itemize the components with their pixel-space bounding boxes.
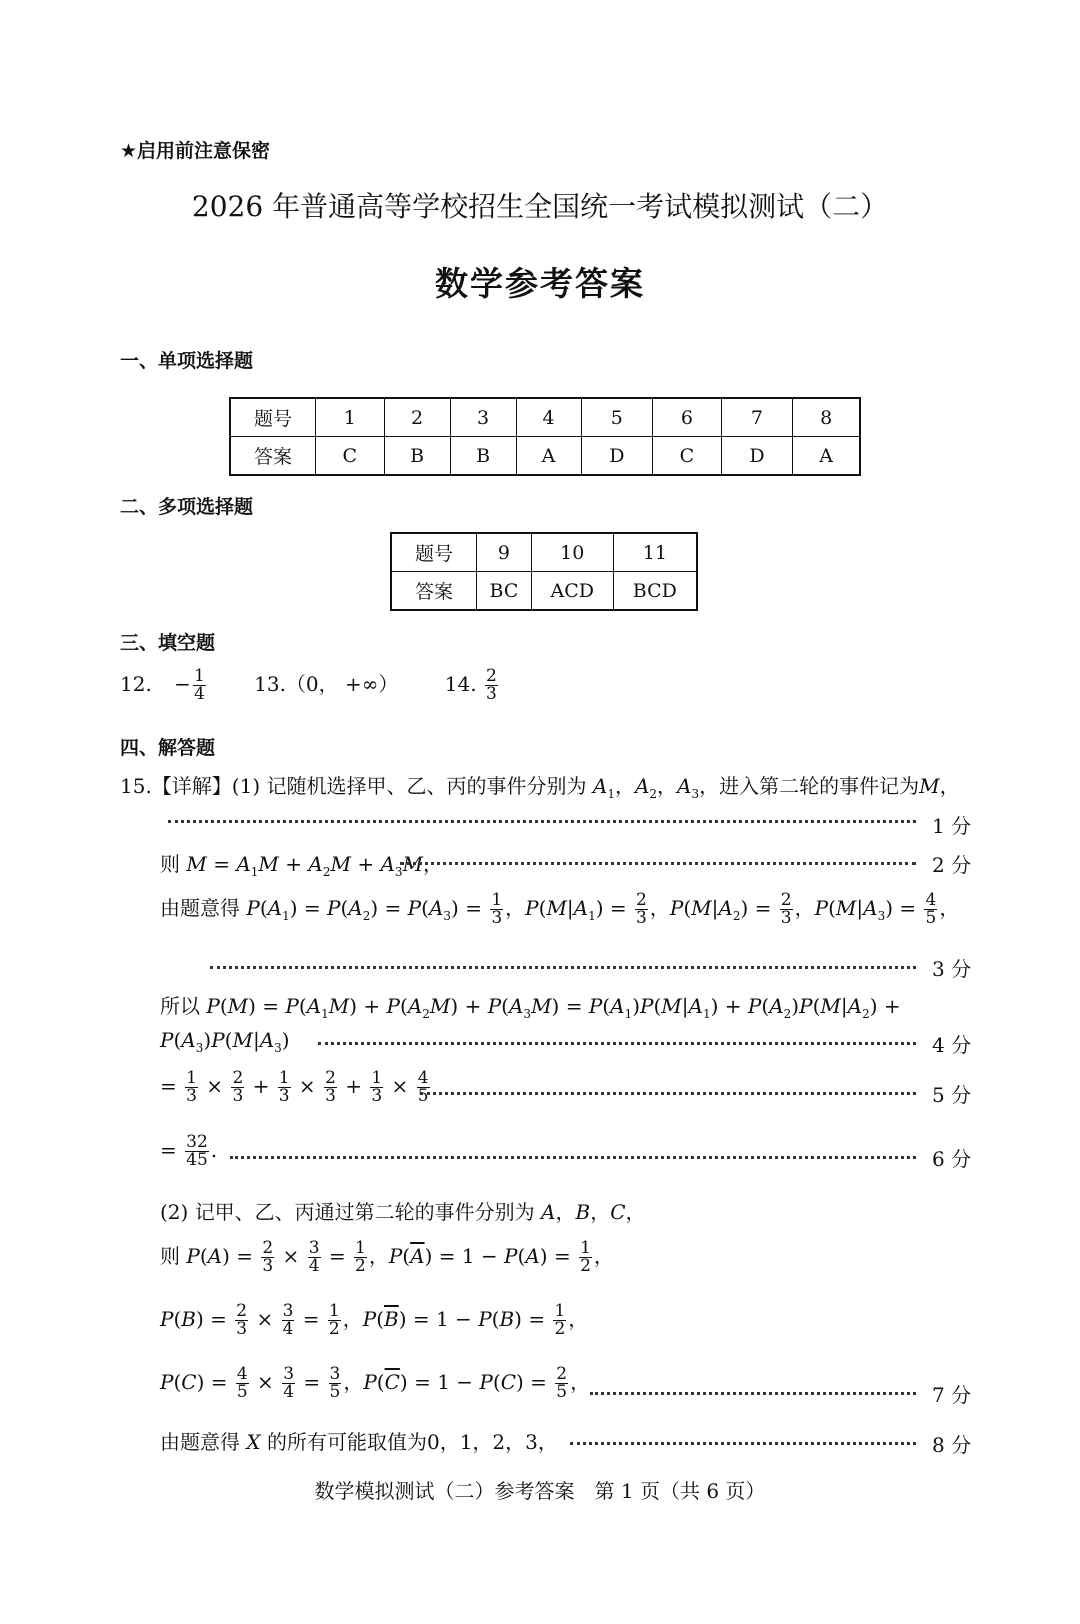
fill-answers xyxy=(120,668,500,703)
score-label: 8 分 xyxy=(932,1433,972,1457)
q15-line: $P(A_3)P(M|A_3)$ xyxy=(160,1028,290,1055)
table-cell: 题号 xyxy=(391,533,477,572)
table-row xyxy=(230,437,860,476)
table-cell: C xyxy=(316,437,385,476)
table-cell: 答案 xyxy=(230,437,316,476)
table-cell: 6 xyxy=(653,398,722,437)
q15-line: 由题意得 $P(A_1) = P(A_2) = P(A_3)$ = $\frac{1}{3}$ ，$P(M|A_1)$ = $\frac{2}{3}$ ，$P(M|A_2)$ = $\frac{2}{3}$ ，$P(M|A_3)$ = $\frac{4}{5}$ ， xyxy=(160,890,960,928)
q15-intro: 15.【详解】(1) 记随机选择甲、乙、丙的事件分别为 $A_1$，$A_2$，$A_3$，进入第二轮的事件记为M， xyxy=(120,774,960,801)
table-cell: B xyxy=(450,437,516,476)
table-cell: 5 xyxy=(581,398,653,437)
table-cell: C xyxy=(653,437,722,476)
table-cell: A xyxy=(793,437,860,476)
table-cell: BC xyxy=(477,572,532,611)
table-cell: D xyxy=(581,437,653,476)
q13-answer: 13.（0， +∞） xyxy=(254,672,399,696)
score-label: 6 分 xyxy=(932,1147,972,1171)
section-solutions: 四、解答题 xyxy=(120,737,216,759)
table-row xyxy=(391,572,697,611)
q15-part2: (2) 记甲、乙、丙通过第二轮的事件分别为 A，B，C， xyxy=(160,1200,646,1224)
single-choice-table xyxy=(229,397,861,476)
score-label: 2 分 xyxy=(932,853,972,877)
table-cell: ACD xyxy=(531,572,613,611)
table-cell: 10 xyxy=(531,533,613,572)
table-cell: 9 xyxy=(477,533,532,572)
table-cell: 8 xyxy=(793,398,860,437)
score-label: 4 分 xyxy=(932,1033,972,1057)
exam-title: 2026 年普通高等学校招生全国统一考试模拟测试（二） xyxy=(191,190,889,223)
q15-line: = $\frac{1}{3}$ × $\frac{2}{3}$ + $\frac{1}{3}$ × $\frac{2}{3}$ + $\frac{1}{3}$ × $\frac{4}{5}$ xyxy=(160,1068,429,1106)
dot-leader xyxy=(420,1092,916,1095)
q12-sign: − xyxy=(174,672,191,696)
q15-line: 则 P(A) = $\frac{2}{3}$ × $\frac{3}{4}$ = $\frac{1}{2}$ ，$P(\overline{A}) = 1 - P(A)$ = $\frac{1}{2}$ ， xyxy=(160,1238,614,1276)
q15-line: 由题意得 X 的所有可能取值为0，1，2，3， xyxy=(160,1430,558,1454)
table-cell: 4 xyxy=(516,398,581,437)
q12-fraction: $\frac{1}{4}$ xyxy=(193,666,205,704)
dot-leader xyxy=(590,1392,916,1395)
table-cell: 答案 xyxy=(391,572,477,611)
q15-line: 所以 $P(M) = P(A_1M) + P(A_2M) + P(A_3M) = P(A_1)P(M|A_1) + P(A_2)P(M|A_2)$ + xyxy=(160,994,901,1021)
page-title: 数学参考答案 xyxy=(435,264,645,303)
table-cell: BCD xyxy=(613,572,697,611)
page-footer: 数学模拟测试（二）参考答案 第 1 页（共 6 页） xyxy=(314,1479,766,1503)
table-cell: B xyxy=(384,437,450,476)
table-row xyxy=(391,533,697,572)
q12-number: 12. xyxy=(120,672,152,696)
table-cell: 3 xyxy=(450,398,516,437)
dot-leader xyxy=(570,1442,916,1445)
dot-leader xyxy=(400,862,916,865)
score-label: 5 分 xyxy=(932,1083,972,1107)
score-label: 1 分 xyxy=(932,814,972,838)
table-row xyxy=(230,398,860,437)
dot-leader xyxy=(168,820,916,823)
q15-line: P(C) = $\frac{4}{5}$ × $\frac{3}{4}$ = $\frac{3}{5}$ ，$P(\overline{C}) = 1 - P(C)$ = $\frac{2}{5}$ ， xyxy=(160,1364,591,1402)
table-cell: A xyxy=(516,437,581,476)
dot-leader xyxy=(230,1156,916,1159)
dot-leader xyxy=(318,1042,916,1045)
dot-leader xyxy=(210,966,916,969)
q15-line: = $\frac{32}{45}$ . xyxy=(160,1132,218,1170)
section-single-choice: 一、单项选择题 xyxy=(120,350,254,372)
q15-line: 则 $M = A_1M + A_2M + A_3M$， xyxy=(160,852,444,879)
table-cell: D xyxy=(721,437,793,476)
multi-choice-table xyxy=(390,532,698,611)
section-multi-choice: 二、多项选择题 xyxy=(120,496,254,518)
confidential-notice: ★启用前注意保密 xyxy=(120,140,271,162)
table-cell: 11 xyxy=(613,533,697,572)
table-cell: 2 xyxy=(384,398,450,437)
score-label: 7 分 xyxy=(932,1383,972,1407)
section-fill-blank: 三、填空题 xyxy=(120,632,216,654)
q14-fraction: $\frac{2}{3}$ xyxy=(485,666,497,704)
table-cell: 1 xyxy=(316,398,385,437)
q15-line: P(B) = $\frac{2}{3}$ × $\frac{3}{4}$ = $\frac{1}{2}$ ，$P(\overline{B}) = 1 - P(B)$ = $\frac{1}{2}$ ， xyxy=(160,1301,589,1339)
score-label: 3 分 xyxy=(932,957,972,981)
q14-number: 14. xyxy=(444,672,477,696)
table-cell: 题号 xyxy=(230,398,316,437)
table-cell: 7 xyxy=(721,398,793,437)
